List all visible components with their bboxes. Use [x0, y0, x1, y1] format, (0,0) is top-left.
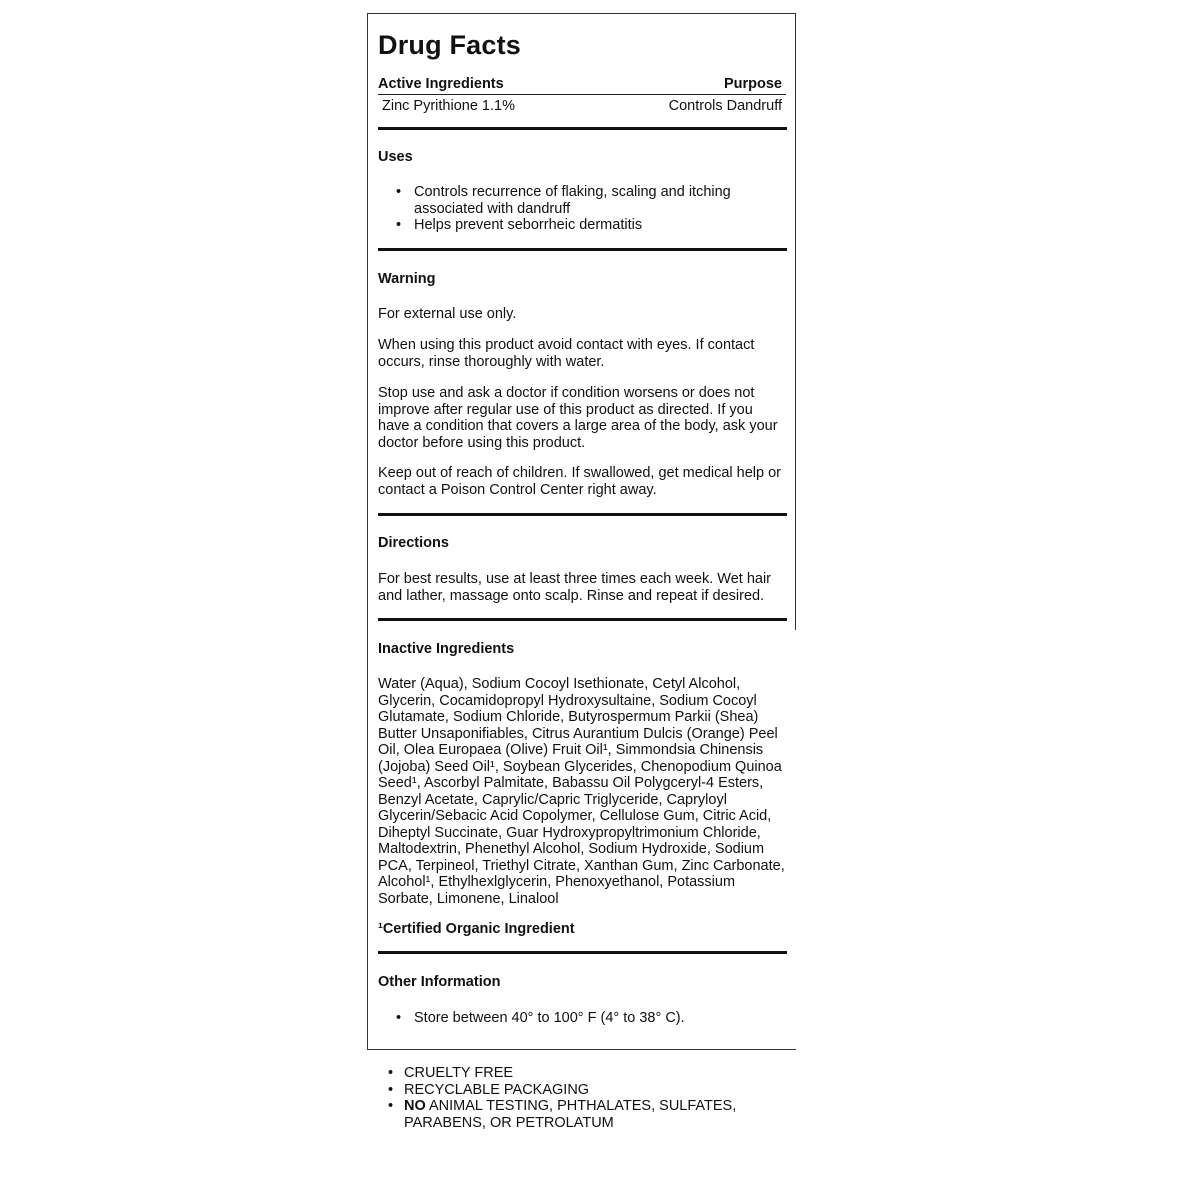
- active-ingredients-header: [378, 76, 786, 95]
- inactive-ingredients-text: Water (Aqua), Sodium Cocoyl Isethionate, Cetyl Alcohol, Glycerin, Cocamidopropyl Hydroxysultaine, Sodium Cocoyl Glutamate, Sodium Chloride, Butyrospermum Parkii (Shea) Butter Unsaponifiables, Citrus Aurantium Dulcis (Orange) Peel Oil, Olea Europaea (Olive) Fruit Oil¹, Simmondsia Chinensis (Jojoba) Seed Oil¹, Soybean Glycerides, Chenopodium Quinoa Seed¹, Ascorbyl Palmitate, Babassu Oil Polygceryl-4 Esters, Benzyl Acetate, Caprylic/Capric Triglyceride, Capryloyl Glycerin/Sebacic Acid Copolymer, Cellulose Gum, Citric Acid, Diheptyl Succinate, Guar Hydroxypropyltrimonium Chloride, Maltodextrin, Phenethyl Alcohol, Sodium Hydroxide, Sodium PCA, Terpineol, Triethyl Citrate, Xanthan Gum, Zinc Carbonate, Alcohol¹, Ethylhexlglycerin, Phenoxyethanol, Potassium Sorbate, Limonene, Linalool: [378, 676, 785, 907]
- list-item: • NO ANIMAL TESTING, PHTHALATES, SULFATES, PARABENS, OR PETROLATUM: [388, 1098, 737, 1131]
- other-information-list: [378, 1010, 778, 1027]
- list-item: • Helps prevent seborrheic dermatitis: [396, 217, 643, 233]
- active-ingredient-name: Zinc Pyrithione 1.1%: [382, 98, 515, 114]
- organic-footnote: ¹Certified Organic Ingredient: [378, 921, 575, 937]
- bullet-icon: •: [396, 184, 402, 200]
- no-emphasis: NO: [404, 1098, 426, 1114]
- warning-eye-contact: When using this product avoid contact with eyes. If contact occurs, rinse thoroughly with water.: [378, 337, 755, 370]
- bullet-icon: •: [396, 1010, 402, 1026]
- bullet-icon: •: [388, 1098, 394, 1114]
- active-ingredient-purpose: Controls Dandruff: [668, 98, 782, 114]
- list-item: • Controls recurrence of flaking, scaling and itching associated with dandruff: [396, 184, 731, 217]
- section-divider: [378, 248, 787, 251]
- bullet-icon: •: [388, 1065, 394, 1081]
- other-information-heading: Other Information: [378, 974, 501, 990]
- section-divider: [378, 127, 787, 130]
- inactive-ingredients-heading: Inactive Ingredients: [378, 641, 515, 657]
- purpose-label: Purpose: [723, 76, 782, 92]
- uses-list: [378, 184, 778, 234]
- list-item: • RECYCLABLE PACKAGING: [388, 1081, 590, 1098]
- uses-heading: Uses: [378, 149, 413, 165]
- product-claims-list: [368, 1065, 788, 1131]
- section-divider: [378, 513, 787, 516]
- bullet-icon: •: [388, 1081, 394, 1098]
- bullet-icon: •: [396, 217, 402, 233]
- warning-keep-out-of-reach: Keep out of reach of children. If swallowed, get medical help or contact a Poison Control Center right away.: [378, 465, 782, 498]
- active-ingredients-label: Active Ingredients: [378, 76, 504, 92]
- page-title: Drug Facts: [378, 30, 522, 60]
- warning-stop-use: Stop use and ask a doctor if condition worsens or does not improve after regular use of this product as directed. If you have a condition that covers a large area of the body, ask your doctor before using this product.: [378, 385, 778, 451]
- directions-text: For best results, use at least three times each week. Wet hair and lather, massage onto scalp. Rinse and repeat if desired.: [378, 571, 772, 604]
- panel-border-bottom: [367, 1049, 796, 1050]
- warning-external-use: For external use only.: [378, 306, 517, 322]
- list-item: • Store between 40° to 100° F (4° to 38° C).: [396, 1010, 685, 1026]
- section-divider: [378, 951, 787, 954]
- section-divider: [378, 618, 787, 621]
- directions-heading: Directions: [378, 535, 449, 551]
- list-item: • CRUELTY FREE: [388, 1065, 514, 1081]
- panel-border-right: [795, 13, 796, 630]
- warning-heading: Warning: [378, 271, 436, 287]
